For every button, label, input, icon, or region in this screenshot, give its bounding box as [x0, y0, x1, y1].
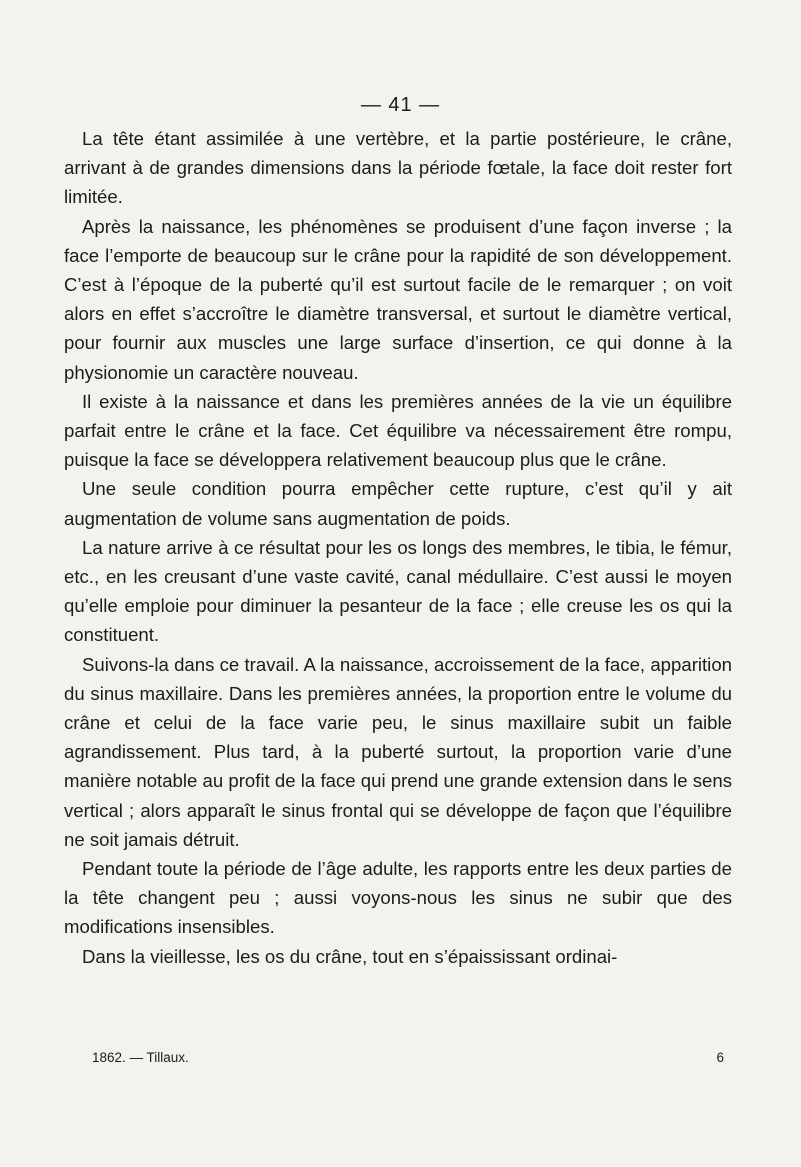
- footer-signature: 1862. — Tillaux.: [92, 1050, 189, 1065]
- paragraph: Pendant toute la période de l’âge adulte, les rapports entre les deux parties de la tête changent peu ; aussi voyons-nous les sinus ne subir que des modifications insensibles.: [64, 858, 732, 938]
- paragraph: La tête étant assimilée à une vertèbre, et la partie postérieure, le crâne, arrivant à de grandes dimensions dans la période fœtale, la face doit rester fort limitée.: [64, 128, 732, 208]
- paragraph: Suivons-la dans ce travail. A la naissance, accroissement de la face, apparition du sinus maxillaire. Dans les premières années, la proportion entre le volume du crâne et celui de la face varie peu, le sinus maxillaire subit un faible agrandissement. Plus tard, à la puberté surtout, la proportion varie d’une manière notable au profit de la face qui prend une grande extension dans le sens vertical ; alors apparaît le sinus frontal qui se développe de façon que l’équilibre ne soit jamais détruit.: [64, 653, 732, 850]
- paragraph: Une seule condition pourra empêcher cette rupture, c’est qu’il y ait augmentation de volume sans augmentation de poids.: [64, 478, 732, 529]
- paragraph: Après la naissance, les phénomènes se produisent d’une façon inverse ; la face l’emporte de beaucoup sur le crâne pour la rapidité de son développement. C’est à l’époque de la puberté qu’il est surtout facile de le remarquer ; on voit alors en effet s’accroître le diamètre transversal, et surtout le diamètre vertical, pour fournir aux muscles une large surface d’insertion, ce qui donne à la physionomie un caractère nouveau.: [64, 215, 732, 383]
- paragraph: Dans la vieillesse, les os du crâne, tout en s’épaississant ordinai-: [82, 945, 618, 967]
- page-footer: [92, 1050, 724, 1065]
- page-number: — 41 —: [360, 94, 441, 116]
- paragraph: Il existe à la naissance et dans les premières années de la vie un équilibre parfait entre le crâne et la face. Cet équilibre va nécessairement être rompu, puisque la face se développera relativement beaucoup plus que le crâne.: [64, 390, 732, 471]
- paragraph: La nature arrive à ce résultat pour les os longs des membres, le tibia, le fémur, etc., en les creusant d’une vaste cavité, canal médullaire. C’est aussi le moyen qu’elle emploie pour diminuer la pesanteur de la face ; elle creuse les os qui la constituent.: [64, 536, 732, 646]
- footer-sheet-number: 6: [716, 1050, 724, 1065]
- body-text: [64, 124, 732, 971]
